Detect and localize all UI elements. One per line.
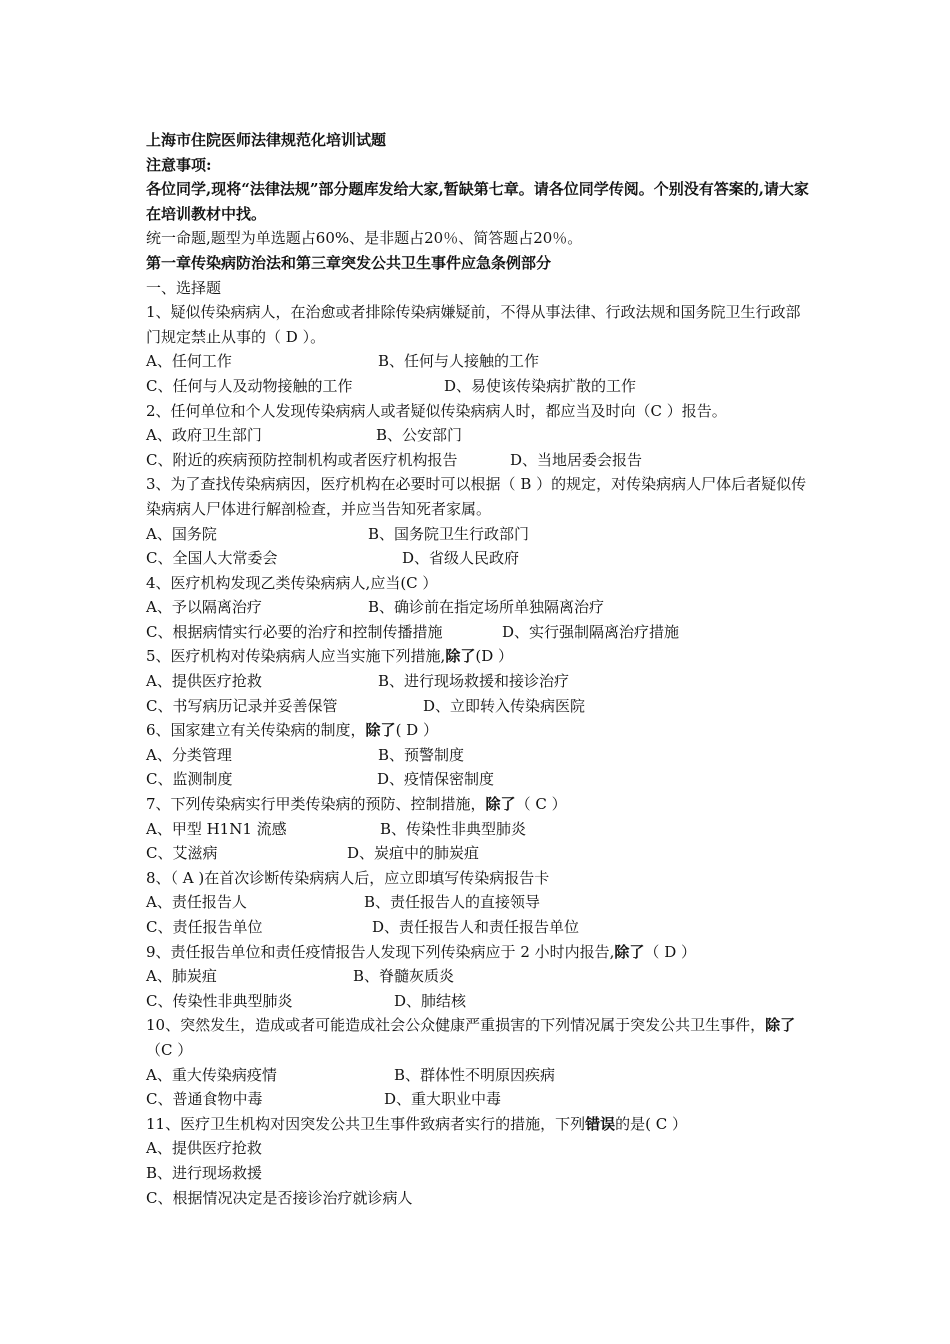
- option-b: B、公安部门: [376, 426, 463, 445]
- options-row: [146, 546, 814, 571]
- question-7: 7、下列传染病实行甲类传染病的预防、控制措施，除了（ C ）: [146, 795, 567, 814]
- chapter-heading: 第一章传染病防治法和第三章突发公共卫生事件应急条例部分: [146, 253, 552, 272]
- notice-format: 统一命题,题型为单选题占60%、是非题占20％、简答题占20％。: [146, 229, 583, 248]
- options-row: [146, 349, 814, 374]
- option-d: D、实行强制隔离治疗措施: [502, 622, 680, 641]
- option-b: B、进行现场救援和接诊治疗: [378, 672, 570, 691]
- option-b: B、责任报告人的直接领导: [364, 893, 541, 912]
- option-c: C、附近的疾病预防控制机构或者医疗机构报告: [146, 450, 458, 469]
- question-4: 4、医疗机构发现乙类传染病病人,应当(C ）: [146, 573, 438, 592]
- options-row: [146, 1087, 814, 1112]
- notice-text: 各位同学,现将“法律法规”部分题库发给大家,暂缺第七章。请各位同学传阅。个别没有答案的,请大家在培训教材中找。: [146, 180, 809, 223]
- option-b: B、确诊前在指定场所单独隔离治疗: [368, 598, 605, 617]
- option-d: D、当地居委会报告: [510, 450, 643, 469]
- option-d: D、疫情保密制度: [377, 770, 495, 789]
- options-row: [146, 595, 814, 620]
- question-8: 8、（ A )在首次诊断传染病病人后，应立即填写传染病报告卡: [146, 868, 550, 887]
- options-row: [146, 841, 814, 866]
- notice-heading: 注意事项:: [146, 155, 212, 174]
- question-10: 10、突然发生，造成或者可能造成社会公众健康严重损害的下列情况属于突发公共卫生事件，除了（C ）: [146, 1016, 796, 1059]
- options-row: [146, 989, 814, 1014]
- option-c: C、责任报告单位: [146, 918, 263, 936]
- options-row: [146, 694, 814, 719]
- options-row: [146, 620, 814, 645]
- option-b: B、群体性不明原因疾病: [394, 1065, 556, 1084]
- options-row: [146, 1063, 814, 1088]
- option-c: C、根据情况决定是否接诊治疗就诊病人: [146, 1188, 413, 1207]
- option-a: A、政府卫生部门: [146, 426, 262, 445]
- option-a: A、任何工作: [146, 352, 232, 371]
- option-c: C、监测制度: [146, 770, 233, 789]
- option-b: B、任何与人接触的工作: [378, 352, 540, 371]
- options-row: [146, 767, 814, 792]
- option-d: D、肺结核: [394, 991, 467, 1010]
- options-row: [146, 817, 814, 842]
- option-b: B、预警制度: [378, 745, 465, 764]
- document-content: [146, 128, 814, 1210]
- question-1: 1、疑似传染病病人，在治愈或者排除传染病嫌疑前，不得从事法律、行政法规和国务院卫生行政部门规定禁止从事的（ D ）。: [146, 303, 801, 346]
- question-11: 11、医疗卫生机构对因突发公共卫生事件致病者实行的措施，下列错误的是( C ）: [146, 1114, 687, 1133]
- option-c: C、全国人大常委会: [146, 549, 278, 568]
- option-a: A、肺炭疽: [146, 967, 217, 986]
- option-c: C、根据病情实行必要的治疗和控制传播措施: [146, 622, 443, 641]
- options-row: [146, 423, 814, 448]
- option-c: C、书写病历记录并妥善保管: [146, 696, 338, 715]
- options-row: [146, 448, 814, 473]
- option-c: C、普通食物中毒: [146, 1090, 263, 1109]
- option-a: A、提供医疗抢救: [146, 1139, 262, 1158]
- option-a: A、予以隔离治疗: [146, 598, 262, 617]
- options-row: [146, 890, 814, 915]
- option-a: A、分类管理: [146, 745, 232, 764]
- section-heading: 一、选择题: [146, 278, 222, 297]
- option-a: A、责任报告人: [146, 893, 247, 912]
- option-b: B、脊髓灰质炎: [353, 967, 455, 986]
- option-d: D、立即转入传染病医院: [423, 696, 586, 715]
- option-a: A、甲型 H1N1 流感: [146, 819, 287, 838]
- options-row: [146, 743, 814, 768]
- option-c: C、任何与人及动物接触的工作: [146, 376, 353, 395]
- option-b: B、国务院卫生行政部门: [368, 524, 530, 543]
- option-a: A、国务院: [146, 524, 217, 543]
- options-row: [146, 374, 814, 399]
- option-d: D、省级人民政府: [402, 549, 520, 568]
- question-9: 9、责任报告单位和责任疫情报告人发现下列传染病应于 2 小时内报告,除了（ D ）: [146, 942, 696, 961]
- option-c: C、艾滋病: [146, 844, 218, 863]
- options-row: [146, 915, 814, 940]
- option-b: B、进行现场救援: [146, 1163, 263, 1182]
- option-c: C、传染性非典型肺炎: [146, 991, 293, 1010]
- options-row: [146, 522, 814, 547]
- option-d: D、重大职业中毒: [384, 1090, 502, 1109]
- option-d: D、责任报告人和责任报告单位: [372, 918, 580, 936]
- question-6: 6、国家建立有关传染病的制度，除了( D ）: [146, 721, 438, 740]
- question-2: 2、任何单位和个人发现传染病病人或者疑似传染病病人时，都应当及时向（C ）报告。: [146, 401, 727, 420]
- options-row: [146, 964, 814, 989]
- document-title: 上海市住院医师法律规范化培训试题: [146, 131, 387, 149]
- option-a: A、提供医疗抢救: [146, 672, 262, 691]
- question-3: 3、为了查找传染病病因，医疗机构在必要时可以根据（ B ）的规定，对传染病病人尸体后者疑似传染病病人尸体进行解剖检查，并应当告知死者家属。: [146, 475, 807, 518]
- option-a: A、重大传染病疫情: [146, 1065, 277, 1084]
- option-d: D、炭疽中的肺炭疽: [347, 844, 480, 863]
- options-row: [146, 669, 814, 694]
- option-b: B、传染性非典型肺炎: [380, 819, 527, 838]
- question-5: 5、医疗机构对传染病病人应当实施下列措施,除了(D ）: [146, 647, 513, 666]
- option-d: D、易使该传染病扩散的工作: [444, 376, 637, 395]
